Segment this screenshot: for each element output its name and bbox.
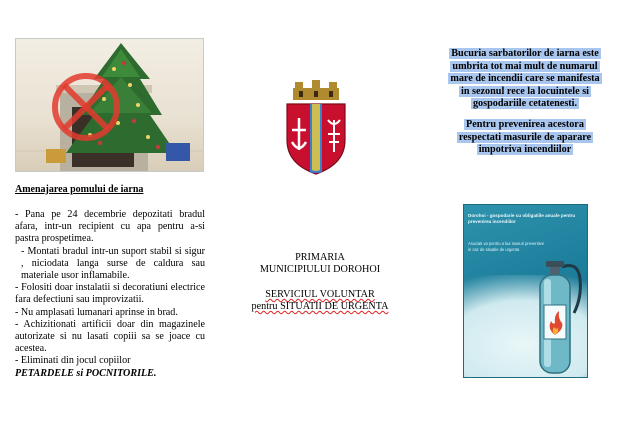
intro-text bbox=[433, 48, 617, 157]
call-to-action-paragraph: Pentru prevenirea acestora respectati masurile de aparare impotriva incendiilor bbox=[458, 118, 592, 156]
fire-extinguisher-icon bbox=[532, 253, 584, 377]
list-item: - Folositi doar instalatii si decoratiuni electrice fara defectiuni sau improvizatii. bbox=[15, 282, 205, 306]
section-heading: Amenajarea pomului de iarna bbox=[15, 184, 144, 195]
list-item-emphasis: PETARDELE si POCNITORILE. bbox=[15, 367, 157, 379]
brochure-title: Dorohoi - gospodarie cu obligatiile anuale pentru prevenirea incendiilor bbox=[468, 213, 576, 224]
coat-of-arms-icon bbox=[281, 78, 351, 178]
christmas-tree-photo bbox=[15, 38, 204, 172]
intro-paragraph: Bucuria sarbatorilor de iarna este umbrita tot mai mult de numarul mare de incendii care se manifesta in sezonul rece la locuintele si gospodariile cetatenesti. bbox=[450, 48, 600, 110]
brochure-subtitle: Asociati va pentru a lua masuri preventive in caz de situatie de urgenta bbox=[468, 241, 545, 252]
list-item-text: - Eliminati din jocul copiilor bbox=[15, 355, 131, 367]
service-subtitle: pentru SITUATII DE URGENTA bbox=[251, 300, 389, 312]
list-item: - Pana pe 24 decembrie depozitati bradul afara, intr-un recipient cu apa pentru a-si pastra prospetimea. bbox=[15, 209, 205, 245]
brochure-cover-image bbox=[463, 204, 588, 378]
list-item bbox=[15, 355, 205, 379]
list-item: - Nu amplasati lumanari aprinse in brad. bbox=[15, 306, 178, 318]
issuer-title: PRIMARIA bbox=[295, 252, 345, 263]
issuer-name: MUNICIPIULUI DOROHOI bbox=[259, 263, 381, 275]
service-title: SERVICIUL VOLUNTAR bbox=[265, 289, 375, 301]
list-item: - Montati bradul intr-un suport stabil si sigur , niciodata langa surse de caldura sau materiale usor inflamabile. bbox=[21, 245, 205, 282]
issuer-block bbox=[215, 252, 425, 312]
list-item: - Achizitionati artificii doar din magazinele autorizate si nu lasati copiii sa se joace cu acestea. bbox=[15, 318, 205, 355]
safety-tips-list bbox=[15, 209, 205, 380]
